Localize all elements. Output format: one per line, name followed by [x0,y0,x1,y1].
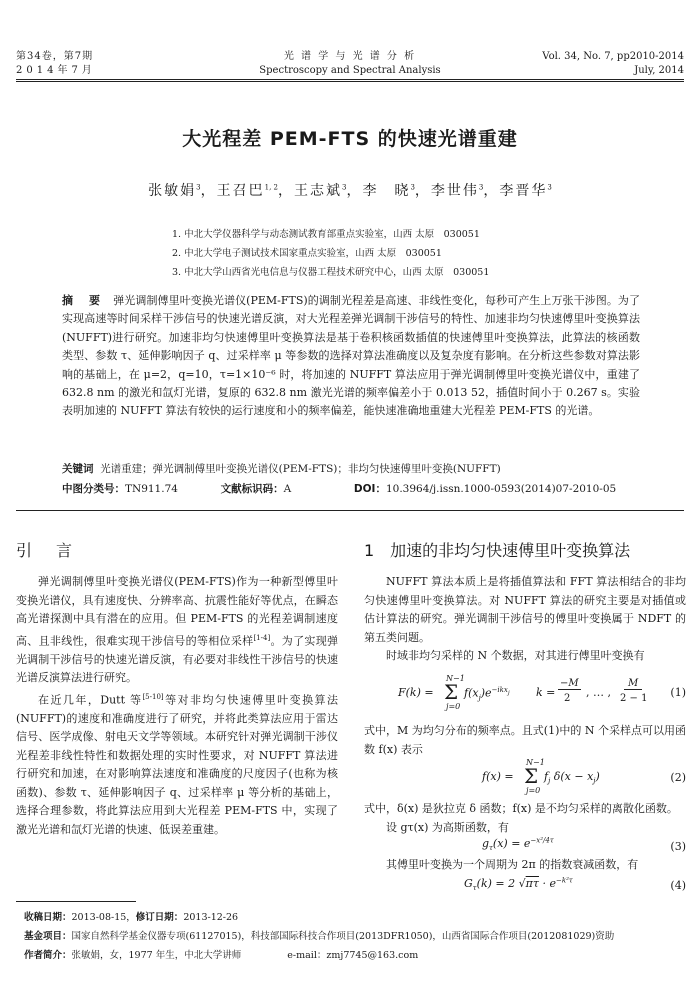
author-affiliation-mark: 1, 2 [264,183,278,192]
equation-3: $g_\tau(x) = e^{-x^2/4\tau}$ [482,836,554,852]
clc-label: 中图分类号： [62,483,125,495]
doi-label: DOI： [353,483,386,495]
section-1-paragraph-2: 时域非均匀采样的 N 个数据，对其进行傅里叶变换有 [386,649,645,662]
section-1-body [364,573,686,666]
section-1-text-4 [364,856,686,875]
affiliation-1: 1. 中北大学仪器科学与动态测试教育部重点实验室，山西 太原 030051 [172,229,480,240]
footnote-dates [24,908,238,928]
author-affiliation-mark: 3 [196,183,201,192]
intro-paragraph-2: 在近几年，Dutt 等[5-10]等对非均匀快速傅里叶变换算法(NUFFT)的速度和准确度进行了研究，并将此类算法应用于雷达信号、医学成像、射电天文学等领域。本研究针对弹光调制干涉仪光程差非线性特性和数据处理的实时性要求，对 NUFFT 算法进行研究和加速，在对影响算法速度和准确度的尺度因子(也称为核函数)、参数 τ、延伸影响因子 q、过采样率 μ 等分析的基础上，选择合理参数，将此算法应用到大光程差 PEM-FTS 中，实现了激光光谱和氙灯光谱的快速、低误差重建。 [16,692,339,836]
journal-vol-en: Vol. 34, No. 7, pp2010-2014 [542,51,684,62]
author-affiliation-mark: 3 [547,183,552,192]
author-affiliation-mark: 3 [410,183,415,192]
equation-2: f(x) = N−1 Σ j=0 $f_j$ $\delta(x - x_j)$ [482,758,600,795]
author-affiliation-mark: 3 [341,183,347,192]
header-rule-2 [16,81,684,82]
equation-4-number: (4) [670,879,686,892]
section-1-paragraph-4: 式中，δ(x) 是狄拉克 δ 函数；f(x) 是不均匀采样的离散化函数。 [364,802,678,815]
section-1-paragraph-1: NUFFT 算法本质上是将插值算法和 FFT 算法相结合的非均匀快速傅里叶变换算法。对 NUFFT 算法的研究主要是对插值或估计算法的研究。弹光调制干涉信号的傅里叶变换属于 NDFT 的第五类问题。 [364,575,686,644]
journal-date: 2014年7月 [16,65,96,76]
keywords-text: 光谱重建；弹光调制傅里叶变换光谱仪(PEM-FTS)；非均匀快速傅里叶变换(NUFFT) [100,463,501,475]
journal-date-en: July, 2014 [634,65,684,76]
author-name: 李晋华 [499,183,548,199]
author-name: 王召巴 [216,183,265,199]
citation-ref: [1-4] [253,633,271,642]
citation-ref: [5-10] [142,692,164,701]
header-rule [16,79,684,80]
keywords-label: 关键词 [62,463,94,475]
section-1-text-3 [364,800,686,837]
footnote-author [24,946,418,966]
author-email: e-mail：zmj7745@163.com [287,950,419,961]
author-list: 张敏娟$^3$，王召巴$^{1, 2}$，王志斌$^3$，李 晓$^3$，李世伟$^3$，李晋华$^3$ [148,183,552,199]
received-date: 2013-08-15， [71,912,136,923]
doc-code-label: 文献标识码： [220,483,284,495]
paper-title: 大光程差 PEM-FTS 的快速光谱重建 [182,128,518,150]
doc-code-value: A [283,483,292,495]
section-rule [16,510,684,511]
fund-text: 国家自然科学基金仪器专项(61127015)，科技部国际科技合作项目(2013DFR1050)，山西省国际合作项目(2012081029)资助 [71,931,615,942]
equation-2-number: (2) [670,771,686,784]
journal-volume: 第34卷，第7期 [16,51,94,62]
author-name: 张敏娟 [148,183,197,199]
footnote-funding [24,927,684,947]
footnote-rule [16,901,136,902]
abstract-label: 摘 要 [62,294,107,307]
journal-name-cn: 光 谱 学 与 光 谱 分 析 [283,51,417,62]
abstract [62,292,640,421]
intro-body [16,573,338,839]
equation-3-number: (3) [670,840,686,853]
author-bio: 张敏娟，女，1977 年生，中北大学讲师 [71,950,242,961]
equation-1: F(k) = N−1 Σ j=0 $f(x_j)e^{-ikx_j}$ k = −M 2 , … , M 2 − 1 [398,674,648,711]
intro-paragraph-1: 弹光调制傅里叶变换光谱仪(PEM-FTS)作为一种新型傅里叶变换光谱仪，具有速度快、分辨率高、抗震性能好等优点，在瞬态高光谱探测中具有潜在的应用。但 PEM-FTS 的光程差调制速度高、且非线性，很难实现干涉信号的等相位采样[1-4]。为了实现弹光调制干涉信号的快速光谱反演，有必要对非线性干涉信号的快速光谱反演算法进行研究。 [16,575,339,685]
equation-1-number: (1) [670,686,686,699]
classification [62,479,662,499]
section-1-text-2 [364,722,686,759]
revised-label: 修订日期： [135,912,184,923]
journal-name-en: Spectroscopy and Spectral Analysis [259,65,441,76]
clc-value: TN911.74 [125,483,178,495]
received-label: 收稿日期： [24,912,72,923]
abstract-text: 弹光调制傅里叶变换光谱仪(PEM-FTS)的调制光程差是高速、非线性变化，每秒可产生上万张干涉图。为了实现高速等时间采样干涉信号的快速光谱反演，对大光程差弹光调制干涉信号的特性、加速非均匀快速傅里叶变换算法(NUFFT)进行研究。加速非均匀快速傅里叶变换算法是基于卷积核函数插值的快速傅里叶变换算法，此算法的核函数类型、参数 τ、延伸影响因子 q、过采样率 μ 等参数的选择对算法准确度以及复杂度有影响。在分析这些参数对算法影响的基础上，在 μ=2，q=10，τ=1×10⁻⁶ 时，将加速的 NUFFT 算法应用于弹光调制傅里叶变换光谱仪中，重建了 632.8 nm 的激光和氙灯光谱，复原的 632.8 nm 激光光谱的频率偏差小于 0.013 52，插值时间小于 0.267 s。实验表明加速的 NUFFT 算法有较快的运行速度和小的频率偏差，能快速准确地重建大光程差 PEM-FTS 的光谱。 [62,294,640,418]
author-name: 李 晓 [362,183,411,199]
doi-value: 10.3964/j.issn.1000-0593(2014)07-2010-05 [385,483,617,495]
keywords [62,459,662,479]
affiliations [172,225,489,282]
section-1-heading: 1 加速的非均匀快速傅里叶变换算法 [364,541,631,560]
author-affiliation-mark: 3 [478,183,484,192]
intro-heading: 引 言 [16,541,77,560]
fund-label: 基金项目： [24,931,72,942]
affiliation-3: 3. 中北大学山西省光电信息与仪器工程技术研究中心，山西 太原 030051 [172,267,490,278]
equation-4: $G_\tau(k) = 2$ $√\pi\tau \cdot e^{-k^2\tau}$ [464,876,573,892]
section-1-paragraph-5: 设 gτ(x) 为高斯函数，有 [386,820,509,834]
author-bio-label: 作者简介： [24,950,72,961]
revised-date: 2013-12-26 [183,912,239,923]
author-name: 李世伟 [430,183,479,199]
affiliation-2: 2. 中北大学电子测试技术国家重点实验室，山西 太原 030051 [172,248,442,259]
section-1-paragraph-3: 式中，M 为均匀分布的频率点。且式(1)中的 N 个采样点可以用函数 f(x) 表示 [364,724,686,756]
author-name: 王志斌 [293,183,342,199]
section-1-paragraph-6: 其傅里叶变换为一个周期为 2π 的指数衰减函数，有 [386,858,639,871]
